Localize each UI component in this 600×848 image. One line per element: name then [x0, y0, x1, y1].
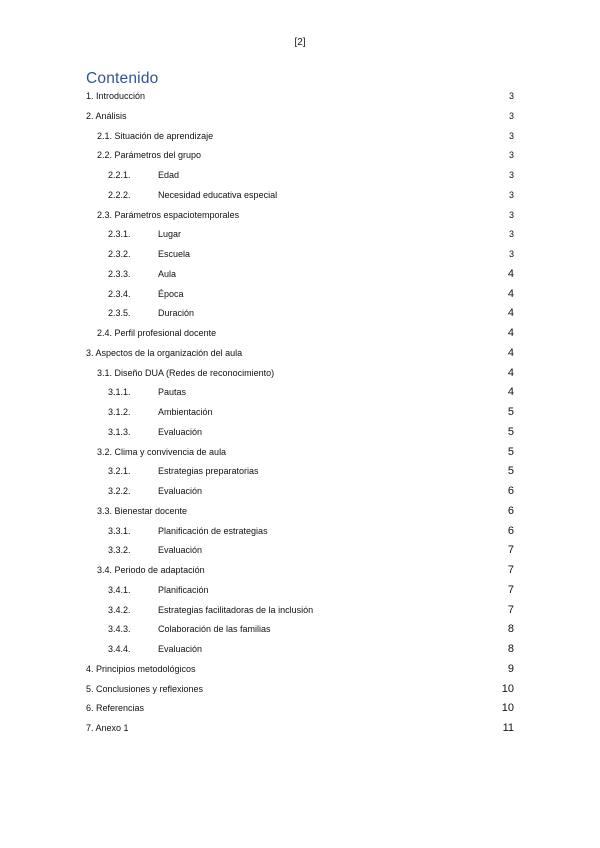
- toc-entry-label: Estrategias facilitadoras de la inclusión: [158, 604, 314, 615]
- toc-entry-number: 3.3.1.: [108, 525, 131, 536]
- toc-entry-page: 4: [507, 346, 514, 359]
- toc-entry-number: 2. Análisis: [86, 110, 127, 121]
- toc-entry-label: Estrategias preparatorias: [158, 466, 259, 477]
- toc-entry[interactable]: [0, 208, 600, 222]
- toc-entry-number: 5. Conclusiones y reflexiones: [86, 683, 204, 694]
- toc-entry[interactable]: [0, 385, 600, 399]
- toc-entry-label: Evaluación: [158, 486, 203, 496]
- toc-entry-page: 3: [508, 130, 514, 141]
- toc-entry-page: 3: [508, 249, 514, 259]
- toc-entry-label: Pautas: [158, 387, 187, 398]
- toc-entry[interactable]: [0, 721, 600, 735]
- toc-entry-number: 7. Anexo 1: [86, 723, 129, 733]
- toc-entry-number: 3.2. Clima y convivencia de aula: [97, 446, 227, 457]
- toc-entry-number: 3.4. Periodo de adaptación: [97, 565, 205, 575]
- toc-entry-number: 3.1.3.: [108, 426, 131, 437]
- toc-entry-number: 2.3.5.: [108, 308, 131, 319]
- toc-entry[interactable]: [0, 662, 600, 676]
- toc-entry-number: 3.2.2.: [108, 486, 131, 496]
- toc-entry[interactable]: [0, 701, 600, 715]
- toc-entry-page: 4: [507, 327, 514, 339]
- toc-entry[interactable]: [0, 267, 600, 281]
- toc-entry-page: 5: [507, 465, 514, 478]
- toc-entry-page: 8: [507, 643, 514, 655]
- toc-entry-number: 2.2. Parámetros del grupo: [97, 150, 202, 161]
- toc-entry-label: Duración: [158, 308, 195, 319]
- toc-entry-number: 4. Principios metodológicos: [86, 663, 196, 674]
- toc-entry[interactable]: [0, 445, 600, 459]
- toc-entry-page: 3: [508, 189, 514, 200]
- toc-entry-label: Edad: [158, 170, 180, 180]
- toc-entry-page: 7: [507, 583, 514, 596]
- toc-entry-page: 3: [508, 229, 514, 240]
- toc-entry-page: 3: [508, 91, 514, 101]
- toc-entry-number: 2.2.1.: [108, 170, 131, 180]
- toc-entry-page: 3: [508, 170, 514, 180]
- toc-entry[interactable]: [0, 484, 600, 498]
- toc-entry-label: Evaluación: [158, 644, 203, 654]
- toc-entry-page: 4: [507, 287, 514, 300]
- toc-entry-page: 10: [501, 682, 514, 695]
- toc-entry-label: Época: [158, 288, 184, 299]
- toc-entry[interactable]: [0, 504, 600, 518]
- toc-entry-label: Ambientación: [158, 407, 213, 417]
- toc-entry-page: 7: [507, 603, 514, 616]
- toc-entry-page: 9: [507, 662, 514, 675]
- toc-entry[interactable]: [0, 287, 600, 301]
- toc-entry[interactable]: [0, 346, 600, 360]
- toc-entry[interactable]: [0, 188, 600, 202]
- toc-entry-page: 3: [508, 110, 514, 121]
- toc-entry[interactable]: [0, 168, 600, 182]
- toc-entry-label: Planificación de estrategias: [158, 525, 268, 536]
- toc-entry-page: 7: [507, 544, 514, 557]
- toc-entry-number: 2.3.3.: [108, 268, 131, 279]
- toc-entry-number: 3.2.1.: [108, 466, 131, 477]
- page-number: [2]: [294, 37, 306, 48]
- toc-entry-number: 2.3. Parámetros espaciotemporales: [97, 209, 240, 220]
- toc-entry[interactable]: [0, 148, 600, 162]
- toc-entry-number: 2.3.1.: [108, 229, 131, 240]
- toc-entry-page: 3: [508, 209, 514, 220]
- toc-entry[interactable]: [0, 306, 600, 320]
- toc-entry-page: 4: [507, 366, 514, 379]
- toc-entry-page: 6: [507, 485, 514, 497]
- toc-entry-number: 3.1.1.: [108, 387, 131, 398]
- toc-entry[interactable]: [0, 583, 600, 597]
- toc-entry[interactable]: [0, 227, 600, 241]
- toc-entry-number: 6. Referencias: [86, 703, 145, 714]
- toc-entry[interactable]: [0, 89, 600, 103]
- toc-entry-label: Colaboración de las familias: [158, 624, 271, 635]
- toc-entry[interactable]: [0, 366, 600, 380]
- toc-entry-page: 5: [507, 406, 514, 418]
- toc-entry-number: 1. Introducción: [86, 91, 146, 101]
- toc-entry-number: 2.2.2.: [108, 189, 131, 200]
- toc-entry[interactable]: [0, 682, 600, 696]
- toc-entry-page: 10: [501, 702, 514, 715]
- toc-entry-number: 2.3.4.: [108, 288, 131, 299]
- toc-entry[interactable]: [0, 425, 600, 439]
- toc-entry[interactable]: [0, 129, 600, 143]
- toc-entry-label: Evaluación: [158, 426, 203, 437]
- toc-entry-number: 3.1.2.: [108, 407, 131, 417]
- toc-entry-number: 3.4.2.: [108, 604, 131, 615]
- toc-entry-label: Aula: [158, 268, 177, 279]
- toc-entry[interactable]: [0, 326, 600, 340]
- toc-entry-number: 3.3. Bienestar docente: [97, 505, 188, 516]
- toc-entry-page: 8: [507, 623, 514, 636]
- toc-entry[interactable]: [0, 603, 600, 617]
- toc-entry-number: 3.4.4.: [108, 644, 131, 654]
- toc-entry-page: 7: [507, 564, 514, 576]
- toc-title: Contenido: [86, 70, 159, 87]
- toc-entry[interactable]: [0, 524, 600, 538]
- toc-entry-label: Planificación: [158, 584, 209, 595]
- toc-entry-page: 11: [502, 722, 514, 734]
- toc-entry-number: 3.4.1.: [108, 584, 131, 595]
- toc-entry-page: 4: [507, 307, 514, 320]
- toc-entry-label: Evaluación: [158, 545, 203, 556]
- toc-entry[interactable]: [0, 464, 600, 478]
- toc-entry[interactable]: [0, 543, 600, 557]
- toc-entry[interactable]: [0, 563, 600, 577]
- toc-entry[interactable]: [0, 622, 600, 636]
- toc-entry-number: 2.1. Situación de aprendizaje: [97, 130, 214, 141]
- toc-entry-number: 2.4. Perfil profesional docente: [97, 328, 217, 338]
- toc-entry-page: 3: [508, 150, 514, 161]
- toc-entry-page: 6: [507, 524, 514, 537]
- toc-entry[interactable]: [0, 109, 600, 123]
- toc-entry[interactable]: [0, 247, 600, 261]
- toc-entry[interactable]: [0, 642, 600, 656]
- toc-entry-number: 3.4.3.: [108, 624, 131, 635]
- toc-entry[interactable]: [0, 405, 600, 419]
- toc-entry-page: 4: [507, 386, 514, 399]
- toc-entry-label: Necesidad educativa especial: [158, 189, 278, 200]
- toc-entry-number: 3. Aspectos de la organización del aula: [86, 347, 243, 358]
- toc-entry-page: 5: [507, 425, 514, 438]
- toc-entry-label: Lugar: [158, 229, 182, 240]
- toc-entry-label: Escuela: [158, 249, 191, 259]
- toc-entry-page: 5: [507, 445, 514, 458]
- toc-entry-number: 3.3.2.: [108, 545, 131, 556]
- toc-entry-number: 2.3.2.: [108, 249, 131, 259]
- toc-entry-number: 3.1. Diseño DUA (Redes de reconocimiento): [97, 367, 275, 378]
- toc-entry-page: 4: [507, 267, 514, 280]
- toc-entry-page: 6: [507, 504, 514, 517]
